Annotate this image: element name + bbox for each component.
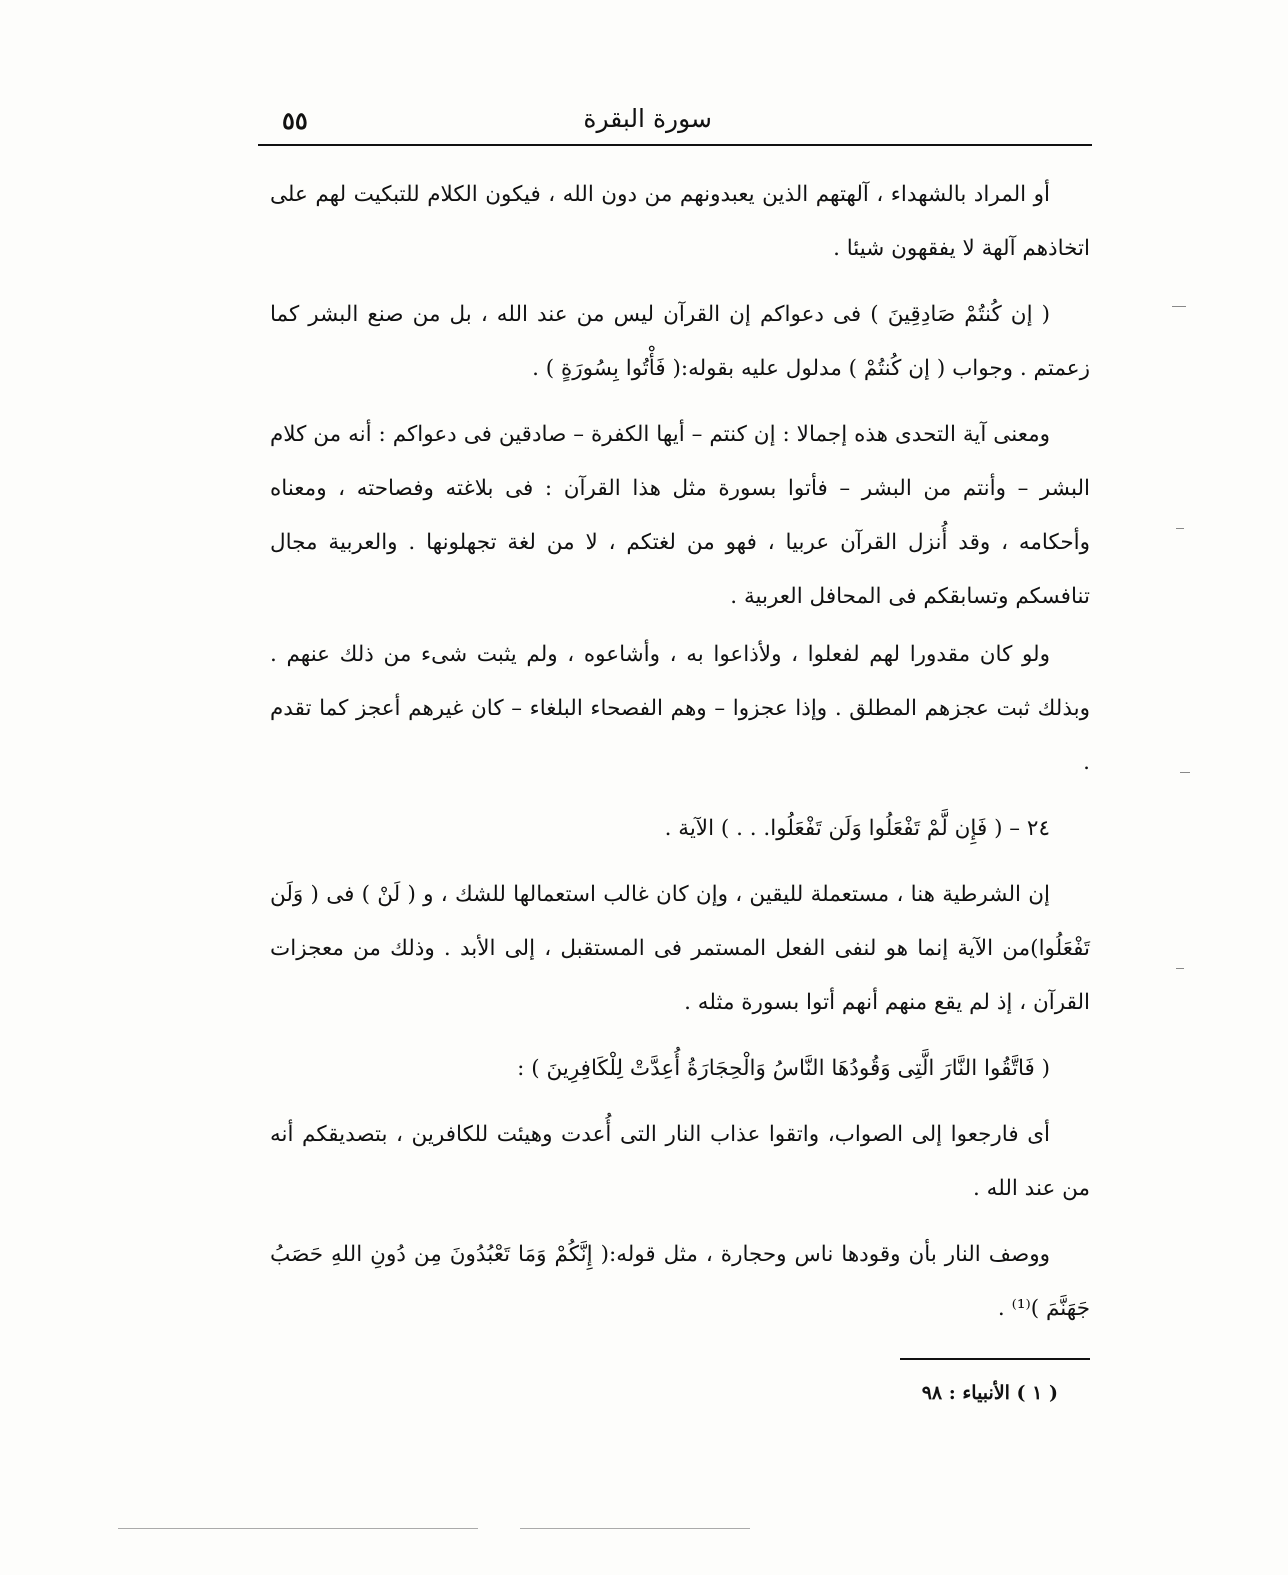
verse-24-heading: ٢٤ – ( فَإِن لَّمْ تَفْعَلُوا وَلَن تَفْعَلُوا. . . ) الآية . bbox=[664, 816, 1050, 841]
scan-bottom-dash bbox=[520, 1528, 750, 1529]
header-rule bbox=[258, 144, 1092, 146]
verse-fear-the-fire: ( فَاتَّقُوا النَّارَ الَّتِى وَقُودُهَا النَّاسُ وَالْحِجَارَةُ أُعِدَّتْ لِلْكَافِرِينَ ) : bbox=[517, 1056, 1050, 1081]
paragraph-inability: ولو كان مقدورا لهم لفعلوا ، ولأذاعوا به ، وأشاعوه ، ولم يثبت شىء من ذلك عنهم . وبذلك ثبت عجزهم المطلق . وإذا عجزوا – وهم الفصحاء البلغاء – كان غيرهم أعجز كما تقدم . bbox=[270, 642, 1090, 775]
scan-margin-mark bbox=[1176, 528, 1184, 529]
paragraph-challenge-meaning: ومعنى آية التحدى هذه إجمالا : إن كنتم – أيها الكفرة – صادقين فى دعواكم : أنه من كلام البشر – وأنتم من البشر – فأتوا بسورة مثل هذا القرآن : فى بلاغته وفصاحته ، ومعناه وأحكامه ، وقد أُنزل القرآن عربيا ، فهو من لغتكم ، لا من لغة تجهلونها . والعربية مجال تنافسكم وتسابقكم فى المحافل العربية . bbox=[270, 422, 1090, 609]
footnote: ( ١ ) الأنبياء : ٩٨ bbox=[921, 1382, 1058, 1404]
paragraph-if-truthful: ( إن كُنتُمْ صَادِقِينَ ) فى دعواكم إن القرآن ليس من عند الله ، بل من صنع البشر كما زعمتم . وجواب ( إن كُنتُمْ ) مدلول عليه بقوله:( فَأْتُوا بِسُورَةٍ ) . bbox=[270, 302, 1090, 381]
paragraph-martyrs: أو المراد بالشهداء ، آلهتهم الذين يعبدونهم من دون الله ، فيكون الكلام للتبكيت لهم على اتخاذهم آلهة لا يفقهون شيئا . bbox=[270, 182, 1090, 261]
scan-margin-mark bbox=[1176, 968, 1184, 969]
paragraph-return-to-truth: أى فارجعوا إلى الصواب، واتقوا عذاب النار التى أُعدت وهيئت للكافرين ، بتصديقكم أنه من عند الله . bbox=[270, 1122, 1090, 1201]
page-number: ٥٥ bbox=[282, 106, 308, 135]
footnote-rule bbox=[900, 1358, 1090, 1360]
surah-title: سورة البقرة bbox=[583, 104, 712, 133]
scan-bottom-dash bbox=[118, 1528, 478, 1529]
paragraph-conditional: إن الشرطية هنا ، مستعملة لليقين ، وإن كان غالب استعمالها للشك ، و ( لَنْ ) فى ( وَلَن تَفْعَلُوا)من الآية إنما هو لنفى الفعل المستمر فى المستقبل ، إلى الأبد . وذلك من معجزات القرآن ، إذ لم يقع منهم أنهم أتوا بسورة مثله . bbox=[270, 882, 1090, 1015]
scan-margin-mark bbox=[1180, 772, 1190, 773]
page-header bbox=[260, 100, 1092, 144]
paragraph-fire-description: ووصف النار بأن وقودها ناس وحجارة ، مثل قوله:( إِنَّكُمْ وَمَا تَعْبُدُونَ مِن دُونِ اللهِ حَصَبُ جَهَنَّمَ )⁽¹⁾ . bbox=[270, 1242, 1090, 1321]
body-text bbox=[270, 168, 1090, 1348]
scan-margin-mark bbox=[1172, 306, 1186, 307]
